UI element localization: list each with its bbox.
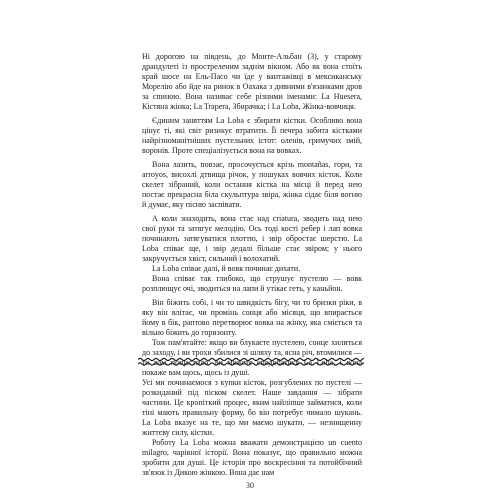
commentary-paragraph-2: Роботу La Loba можна вважати демонстрацією un cuento milagro, чарівної історії. Вона показує, що правильно можна зробити для душі. Це історія про воскресіння та потойбічний зв'язок із Дикою жінкою. Вона дає нам	[142, 438, 362, 477]
paragraph-3: Вона лазить, повзає, просочується крізь montañas, гори, та arroyos, висохлі дтвища річок, у пошуках вовчих кісток. Коли скелет зібраний, коли остання кістка на місці й перед нею постає прекрасна біла скульптура звіра, жінка сідає біля вогню й думає, яку пісню заспівати.	[142, 160, 362, 209]
paragraph-8: Тож пам'ятайте: якщо ви блукаєте пустелею, сонце хилиться до заходу, і ви трохи збилися зі шляху та, ясна річ, втомилися — то вам пощастило: ви можете сподобатися La Loba, і вона покаже вам щось, щось із душі.	[142, 338, 362, 377]
wave-line-bottom	[138, 363, 364, 365]
commentary-paragraph-1: Усі ми починаємося з купки кісток, розгублених по пустелі — розкиданий під піском скелет. Наше завдання — зібрати частини. Це кропіткий процес, яким найліпше займатися, коли тіні мають правильну форму, бо він потребує чимало шукань. La Loba вказує на те, що ми маємо шукати, — незнищенну життєву силу, кістки.	[142, 378, 362, 437]
wave-line-top	[138, 358, 364, 360]
paragraph-6: Вона співає так глибоко, що струшує пустелю — вовк розплющує очі, зводиться на лапи й утікає геть, у каньйон.	[142, 274, 362, 293]
commentary-text-block	[142, 378, 362, 478]
paragraph-4: А коли знаходить, вона стає над criatura, зводить над нею свої руки та затягує мелодію. Ось тоді кості ребер і лап вовка починають затягуватися плоттю, і звір обростає шерстю. La Loba співає ще, і звір дедалі більше стає звіром; у нього закручується хвіст, сильний і волохатий.	[142, 214, 362, 263]
page-number: 30	[246, 481, 254, 490]
wave-divider	[138, 356, 364, 368]
story-text-block	[142, 52, 362, 378]
paragraph-7: Він біжить собі, і чи то швидкість бігу, чи то бризки ріки, в яку він влітає, чи промінь сонця або місяця, що впирається йому в бік, раптово перетворює вовка на жінку, яка сміється та вільно біжить до горизонту.	[142, 298, 362, 337]
paragraph-5: La Loba співає далі, й вовк починає дихати.	[152, 264, 301, 273]
paragraph-1: Ні дорогою на південь, до Монте-Альбан (3), у старому драндулеті із простреленим заднім вікном. Або як вона стоїть край шосе на Ель-Пасо чи їде у вантажівці в мексиканську Морелію або йде на ринок в Оахака з дивними в'язанками дров за спиною. Вона називає себе різними іменами: La Huesera, Кістяна жінка; La Trapera, Збирачка; і La Loba, Жінка-вовчиця.	[142, 52, 362, 111]
paragraph-2: Єдиним заняттям La Loba є збирати кістки. Особливо вона цінує ті, які світ ризикує втратити. Її печера забита кістками найрізноманітніших пустельних істот: оленів, гримучих змій, воронів. Проте спеціалізується вона на вовках.	[142, 116, 362, 155]
